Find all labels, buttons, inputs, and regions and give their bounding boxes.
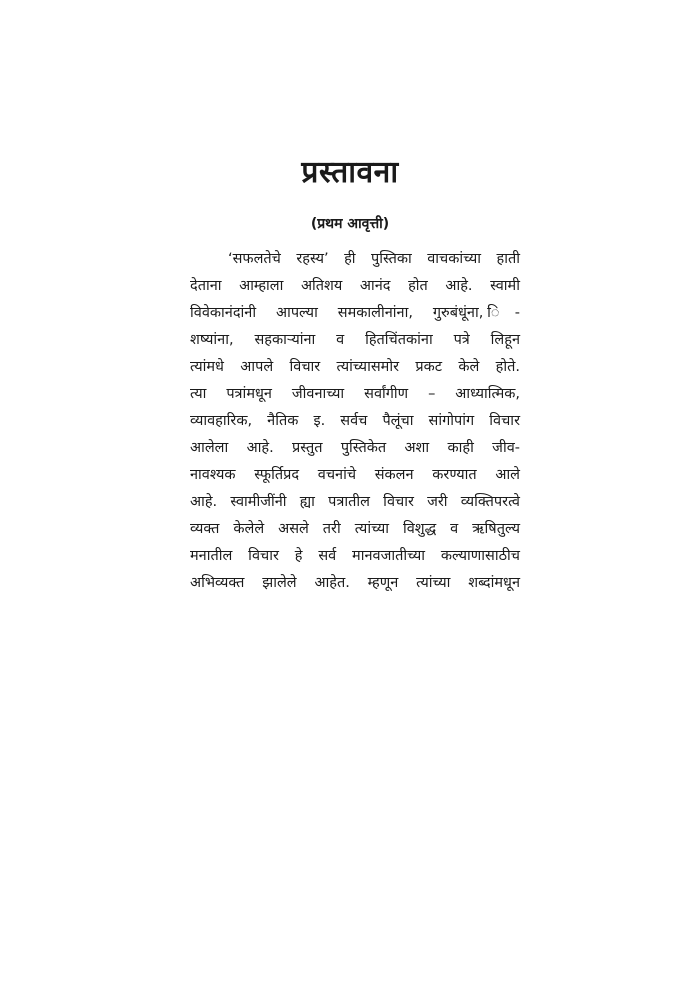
preface-paragraph (190, 246, 520, 597)
paragraph-line: शष्यांना, सहकाऱ्यांना व हितचिंतकांना पत्रे लिहून (190, 332, 520, 348)
paragraph-line: व्यावहारिक, नैतिक इ. सर्वच पैलूंचा सांगोपांग विचार (190, 413, 520, 429)
paragraph-line: त्यांमधे आपले विचार त्यांच्यासमोर प्रकट केले होते. (190, 359, 520, 375)
paragraph-line: विवेकानंदांनी आपल्या समकालीनांना, गुरुबंधूंना, ि- (190, 305, 520, 321)
paragraph-line: देताना आम्हाला अतिशय आनंद होत आहे. स्वामी (190, 278, 520, 294)
paragraph-line: नावश्यक स्फूर्तिप्रद वचनांचे संकलन करण्यात आले (190, 467, 520, 483)
paragraph-line: मनातील विचार हे सर्व मानवजातीच्या कल्याणासाठीच (190, 548, 520, 564)
edition-subtitle: (प्रथम आवृत्ती) (310, 216, 390, 232)
paragraph-line: ‘सफलतेचे रहस्य’ ही पुस्तिका वाचकांच्या हाती (228, 251, 520, 267)
paragraph-line: त्या पत्रांमधून जीवनाच्या सर्वांगीण – आध्यात्मिक, (190, 386, 520, 402)
paragraph-line: आहे. स्वामीजींनी ह्या पत्रातील विचार जरी व्यक्तिपरत्वे (190, 494, 520, 510)
paragraph-line: आलेला आहे. प्रस्तुत पुस्तिकेत अशा काही जीव- (190, 440, 520, 456)
paragraph-line: अभिव्यक्त झालेले आहेत. म्हणून त्यांच्या शब्दांमधून (190, 575, 520, 591)
paragraph-line: व्यक्त केलेले असले तरी त्यांच्या विशुद्ध व ऋषितुल्य (190, 521, 520, 537)
page-title: प्रस्तावना (301, 155, 399, 190)
